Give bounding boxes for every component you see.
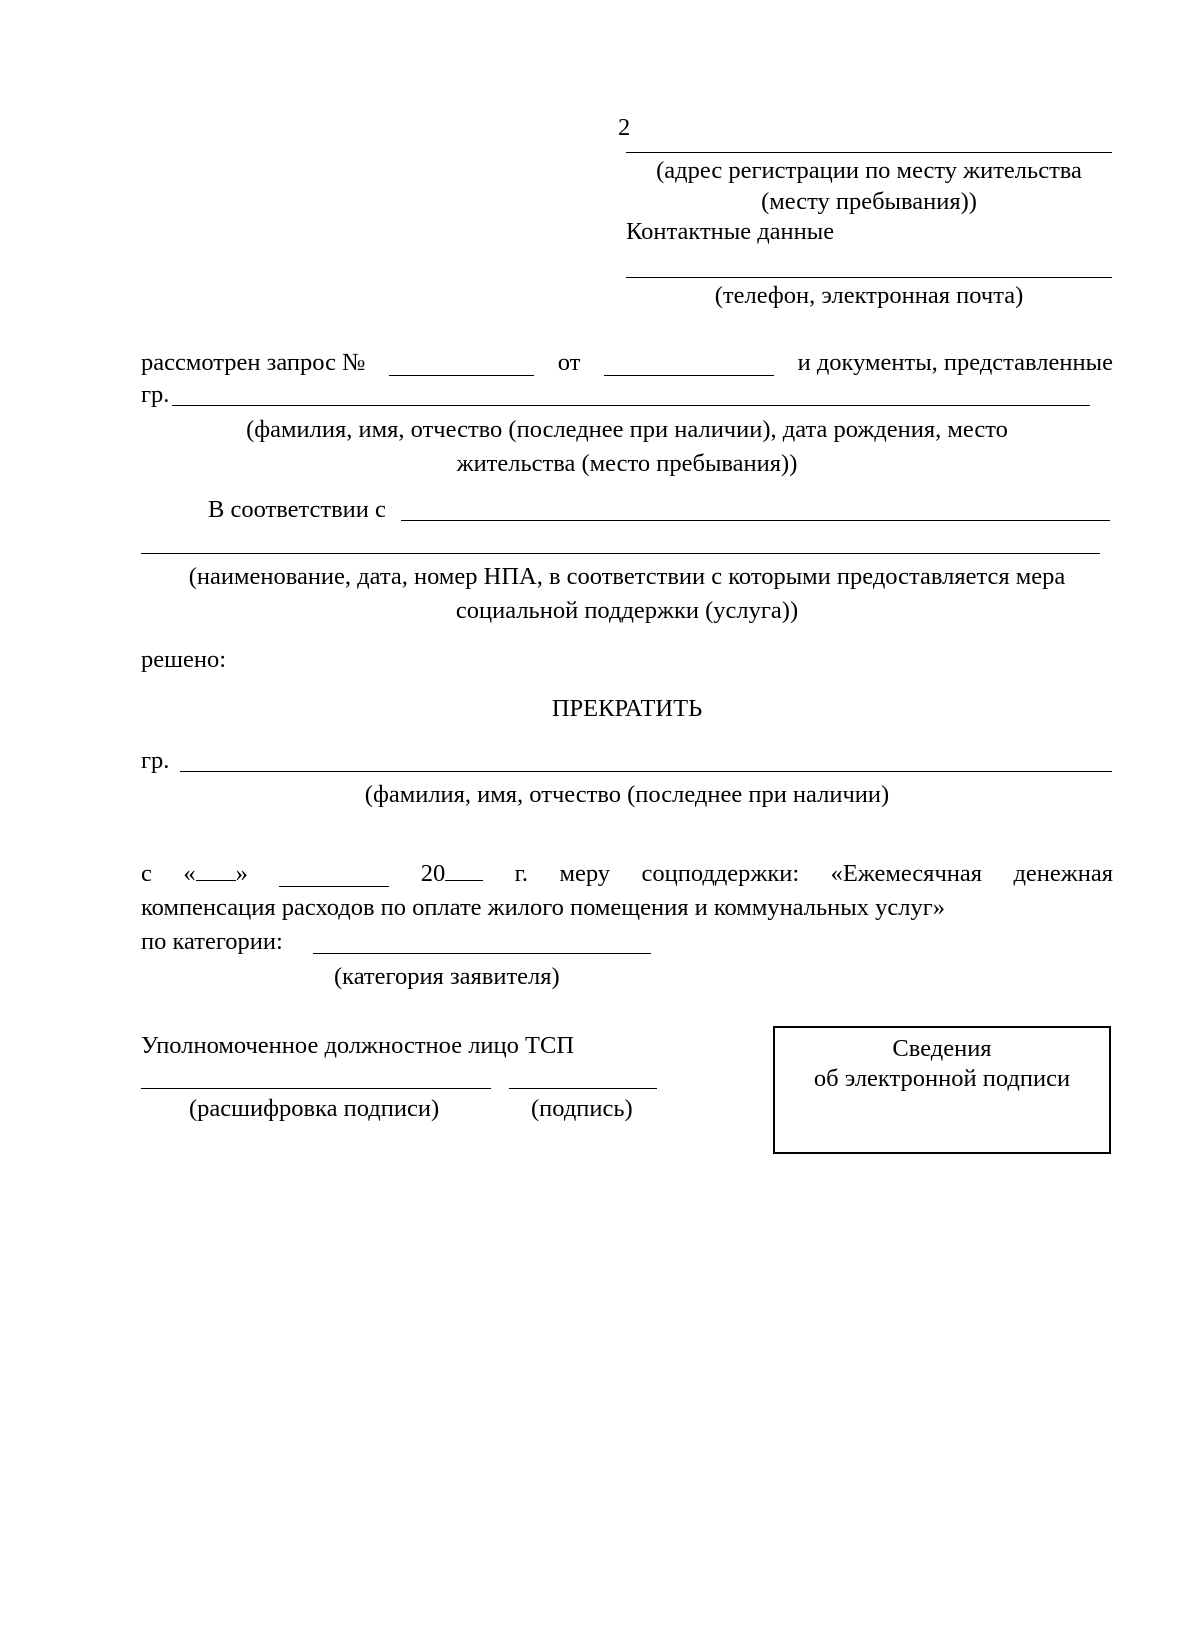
quote-open: « bbox=[183, 860, 196, 887]
since-label: с bbox=[141, 860, 152, 887]
from-label: от bbox=[557, 349, 581, 376]
year-prefix: 20 bbox=[420, 860, 446, 887]
official-label: Уполномоченное должностное лицо ТСП bbox=[141, 1032, 575, 1059]
category-field-line[interactable] bbox=[313, 953, 651, 954]
electronic-signature-box bbox=[773, 1026, 1111, 1154]
measure-row bbox=[141, 862, 1113, 887]
contact-label: Контактные данные bbox=[626, 218, 835, 245]
day-field[interactable] bbox=[196, 878, 236, 881]
transcript-caption: (расшифровка подписи) bbox=[189, 1095, 440, 1122]
year-group bbox=[421, 862, 484, 887]
citizen-caption-2: жительства (место пребывания)) bbox=[456, 450, 798, 477]
decision-citizen-field-line[interactable] bbox=[180, 771, 1112, 772]
transcript-field-line[interactable] bbox=[141, 1088, 491, 1089]
contact-field-line[interactable] bbox=[626, 277, 1112, 278]
citizen-field-line[interactable] bbox=[172, 405, 1090, 406]
documents-label: и документы, представленные bbox=[797, 349, 1113, 376]
accordance-field-line-2[interactable] bbox=[141, 553, 1100, 554]
accordance-label: В соответствии с bbox=[208, 496, 386, 523]
citizen-caption-1: (фамилия, имя, отчество (последнее при наличии), дата рождения, место bbox=[246, 416, 1008, 443]
year-field[interactable] bbox=[445, 878, 483, 881]
word-cash: денежная bbox=[1013, 860, 1113, 887]
signature-box-line-1: Сведения bbox=[892, 1035, 992, 1062]
decision-citizen-prefix: гр. bbox=[141, 747, 170, 774]
measure-line-2: компенсация расходов по оплате жилого помещения и коммунальных услуг» bbox=[141, 894, 946, 921]
word-monthly: «Ежемесячная bbox=[830, 860, 983, 887]
accordance-caption-2: социальной поддержки (услуга)) bbox=[455, 597, 799, 624]
request-number-field[interactable] bbox=[389, 373, 534, 376]
reviewed-label: рассмотрен запрос № bbox=[141, 349, 366, 376]
signature-field-line[interactable] bbox=[509, 1088, 657, 1089]
request-row bbox=[141, 351, 1113, 376]
signature-caption: (подпись) bbox=[531, 1095, 633, 1122]
address-caption-2: (месту пребывания)) bbox=[761, 188, 977, 215]
address-caption-1: (адрес регистрации по месту жительства bbox=[656, 157, 1082, 184]
day-group bbox=[183, 862, 248, 887]
signature-box-line-2: об электронной подписи bbox=[813, 1065, 1071, 1092]
decision-title: ПРЕКРАТИТЬ bbox=[551, 695, 703, 722]
request-date-field[interactable] bbox=[604, 373, 774, 376]
word-support: соцподдержки: bbox=[641, 860, 800, 887]
contact-caption: (телефон, электронная почта) bbox=[714, 282, 1024, 309]
category-caption: (категория заявителя) bbox=[334, 963, 560, 990]
page-number: 2 bbox=[618, 114, 631, 141]
accordance-caption-1: (наименование, дата, номер НПА, в соответствии с которыми предоставляется мера bbox=[188, 563, 1066, 590]
accordance-field-line-1[interactable] bbox=[401, 520, 1110, 521]
decided-label: решено: bbox=[141, 646, 227, 673]
year-suffix: г. bbox=[514, 860, 529, 887]
month-field[interactable] bbox=[279, 884, 389, 887]
word-measure: меру bbox=[559, 860, 611, 887]
category-label: по категории: bbox=[141, 928, 283, 955]
quote-close: » bbox=[235, 860, 248, 887]
citizen-prefix: гр. bbox=[141, 381, 170, 408]
decision-citizen-caption: (фамилия, имя, отчество (последнее при наличии) bbox=[364, 781, 890, 808]
address-field-line[interactable] bbox=[626, 152, 1112, 153]
